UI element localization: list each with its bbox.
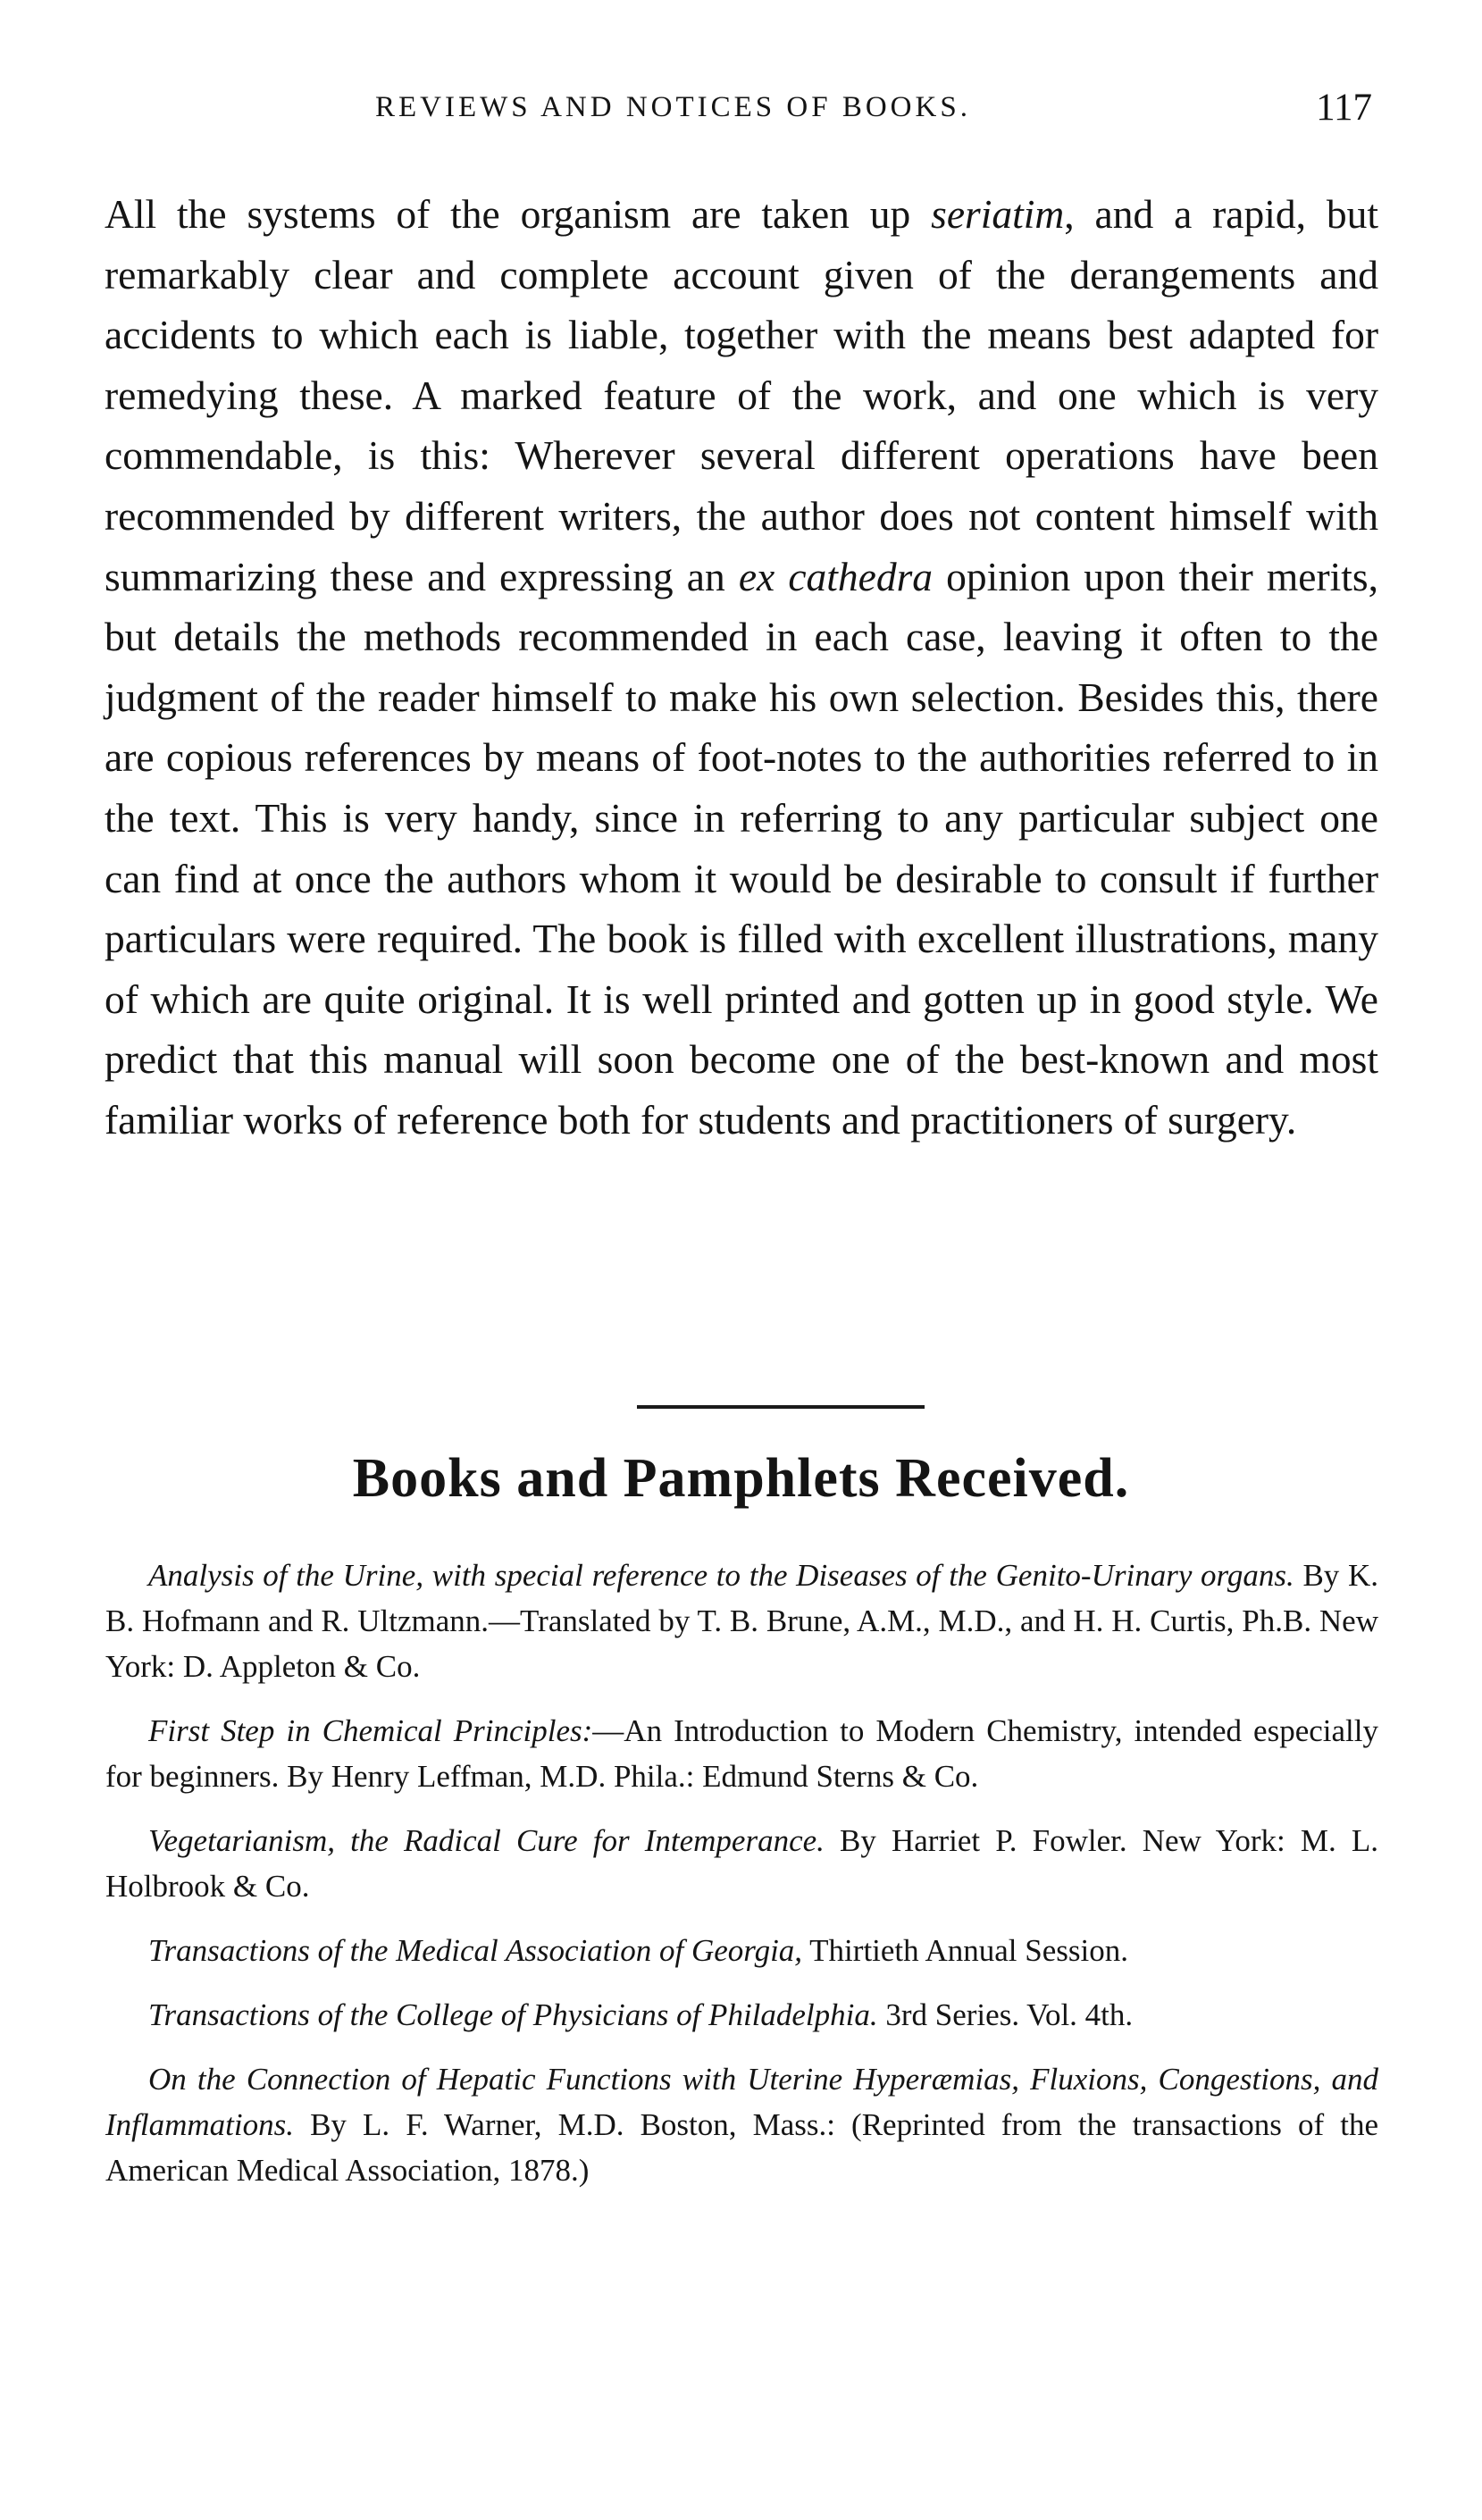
review-italic-seriatim: seriatim <box>931 191 1065 237</box>
book-details: By K. B. Hofmann and R. Ultzmann.—Translated by T. B. Brune, A.M., M.D., and H. H. Curtis, Ph.B. New York: D. Appleton & Co. <box>105 1558 1379 1684</box>
review-text-part-1: All the systems of the organism are taken up <box>105 191 932 237</box>
review-paragraph <box>105 184 1378 1151</box>
book-entry <box>105 1553 1378 1689</box>
book-details: 3rd Series. Vol. 4th. <box>877 1997 1134 2032</box>
book-title: Transactions of the Medical Association of Georgia, <box>148 1933 803 1968</box>
book-entry <box>105 1992 1378 2038</box>
book-details: By Harriet P. Fowler. New York: M. L. Holbrook & Co. <box>105 1823 1378 1904</box>
section-heading: Books and Pamphlets Received. <box>352 1448 1130 1509</box>
book-entry <box>105 2056 1378 2193</box>
page-number: 117 <box>1316 87 1372 129</box>
book-details: Thirtieth Annual Session. <box>802 1933 1128 1968</box>
book-details: By L. F. Warner, M.D. Boston, Mass.: (Reprinted from the transactions of the American Medical Association, 1878.) <box>105 2107 1378 2188</box>
book-title: Vegetarianism, the Radical Cure for Intemperance. <box>148 1823 825 1858</box>
books-received-list <box>105 1553 1378 2212</box>
book-title: Transactions of the College of Physicians of Philadelphia. <box>148 1997 878 2032</box>
review-text-part-2: , and a rapid, but remarkably clear and complete account given of the derangements and accidents to which each is liable, together with the means best adapted for remedying these. A marked feature of the work, and one which is very commendable, is this: Wherever several different operations have been recommended by different writers, the author does not content himself with summarizing these and expressing an <box>105 191 1378 599</box>
book-title: On the Connection of Hepatic Functions with Uterine Hyperæmias, Fluxions, Congestions, and Inflammations. <box>105 2062 1378 2142</box>
running-title: REVIEWS AND NOTICES OF BOOKS. <box>375 91 971 123</box>
section-divider <box>637 1405 925 1409</box>
running-head <box>107 87 1376 145</box>
book-entry <box>105 1928 1378 1973</box>
book-title: First Step in Chemical Principles: <box>148 1713 593 1748</box>
review-text-part-3: opinion upon their merits, but details the methods recommended in each case, leaving it often to the judgment of the reader himself to make his own selection. Besides this, there are copious references by means of foot-notes to the authorities referred to in the text. This is very handy, since in referring to any particular subject one can find at once the authors whom it would be desirable to consult if further particulars were required. The book is filled with excellent illustrations, many of which are quite original. It is well printed and gotten up in good style. We predict that this manual will soon become one of the best-known and most familiar works of reference both for students and practitioners of surgery. <box>105 553 1378 1143</box>
review-italic-ex-cathedra: ex cathedra <box>738 553 934 599</box>
book-entry <box>105 1818 1378 1909</box>
book-details: —An Introduction to Modern Chemistry, intended especially for beginners. By Henry Leffman, M.D. Phila.: Edmund Sterns & Co. <box>105 1713 1378 1794</box>
book-title: Analysis of the Urine, with special reference to the Diseases of the Genito-Urinary organs. <box>148 1558 1294 1593</box>
book-entry <box>105 1708 1378 1799</box>
